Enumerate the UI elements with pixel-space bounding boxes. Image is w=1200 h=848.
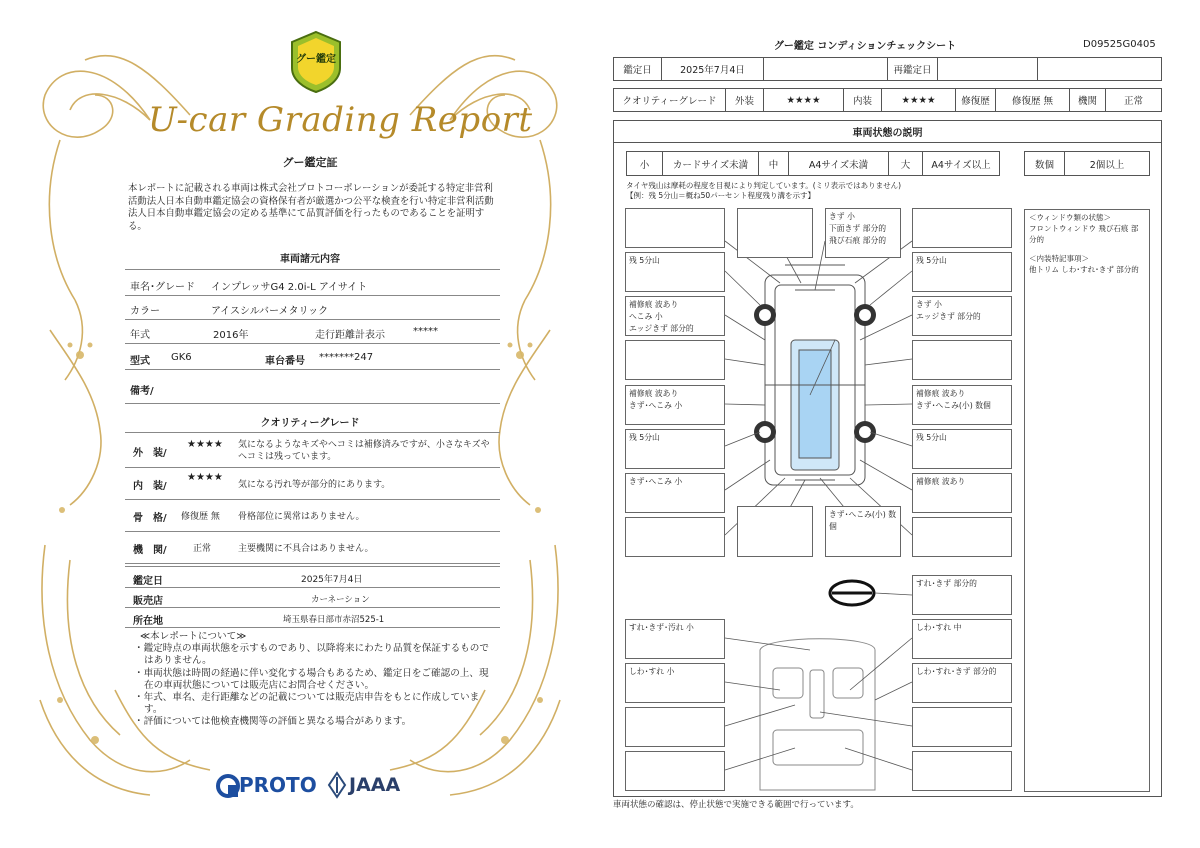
cell-label: クオリティーグレード [614, 89, 726, 111]
interior-title: ＜内装特記事項＞ [1029, 254, 1089, 263]
sheet-id: D09525G0405 [1083, 39, 1156, 50]
cell-value: 2025年7月4日 [662, 58, 764, 80]
legend-key: 大 [889, 152, 923, 175]
goo-appraisal-badge [288, 30, 344, 94]
footer-note: 車両状態の確認は、停止状態で実施できる範囲で行っています。 [613, 800, 859, 810]
quality-row-exterior [125, 434, 500, 468]
quality-label: 内 装/ [133, 481, 167, 492]
sheet-title: グー鑑定 コンディションチェックシート [773, 41, 957, 52]
damage-panel: 補修痕 波あり へこみ 小 エッジきず 部分的 [625, 296, 725, 336]
spec-row-color [125, 296, 500, 320]
spec-label: 車台番号 [265, 356, 305, 367]
meta-label: 鑑定日 [133, 576, 163, 587]
meta-label: 販売店 [133, 596, 163, 607]
cell-label: 修復歴 [956, 89, 996, 111]
quality-label: 機 関/ [133, 545, 167, 556]
meta-value: 2025年7月4日 [301, 575, 363, 585]
legend-def: 2個以上 [1089, 159, 1125, 171]
interior-panel: しわ･すれ 中 [912, 619, 1012, 659]
meta-label: 所在地 [133, 616, 163, 627]
quality-text: 主要機関に不具合はありません。 [238, 544, 374, 554]
legend-key: 中 [759, 152, 789, 175]
spec-row-name [125, 272, 500, 296]
damage-panel [737, 506, 813, 557]
legend-key: 小 [627, 152, 663, 175]
interior-panel [625, 707, 725, 747]
damage-panel: きず 小 下面きず 部分的 飛び石痕 部分的 [825, 208, 901, 258]
damage-panel: きず･へこみ(小) 数個 [825, 506, 901, 557]
quality-text: 骨格部位に異常はありません。 [238, 512, 365, 522]
window-title: ＜ウィンドウ類の状態＞ [1029, 213, 1112, 222]
tire-note-example: 【例：残 5分山＝概ね50パーセント程度残り溝を示す】 [626, 191, 816, 200]
damage-panel [625, 340, 725, 380]
spec-value: GK6 [171, 352, 192, 363]
damage-panel [737, 208, 813, 258]
certificate-title: グー鑑定証 [282, 156, 338, 169]
quality-value: 修復歴 無 [181, 512, 220, 522]
interior-panel [912, 707, 1012, 747]
damage-panel: 残 5分山 [912, 429, 1012, 469]
cell-label: 外装 [726, 89, 764, 111]
meta-row-shop [125, 588, 500, 608]
meta-value: 埼玉県春日部市赤沼525-1 [283, 615, 385, 625]
interior-panel [912, 751, 1012, 791]
spec-label: カラー [130, 306, 160, 317]
spec-label: 走行距離計表示 [315, 330, 385, 341]
condition-check-sheet [605, 0, 1170, 848]
quality-row-engine [125, 532, 500, 564]
damage-panel: 残 5分山 [912, 252, 1012, 292]
cell-value: 修復歴 無 [996, 89, 1070, 111]
damage-panel: 補修痕 波あり きず･へこみ 小 [625, 385, 725, 425]
cell-stars: ★★★★ [882, 89, 956, 111]
interior-text: 他トリム しわ･すれ･きず 部分的 [1029, 265, 1139, 274]
spec-label: 備考/ [130, 386, 154, 397]
spec-value: 2016年 [213, 330, 249, 341]
certificate-body: 本レポートに記載される車両は株式会社プロトコーポレーションが委託する特定非営利活動法人日本自動車鑑定協会の資格保有者が厳選かつ公平な検査を行い特定非営利活動法人日本自動車鑑定協会の定める基準にて品質評価を行ったものであることを証明する。 [128, 183, 494, 232]
jaaa-logo-text: JAAA [349, 774, 401, 796]
damage-panel [912, 517, 1012, 557]
quality-label: 骨 格/ [133, 513, 167, 524]
badge-text: グー鑑定 [296, 54, 336, 65]
damage-panel [625, 517, 725, 557]
report-title: U-car Grading Report [148, 100, 533, 140]
notes-title: ≪本レポートについて≫ [140, 631, 247, 642]
interior-panel: しわ･すれ 小 [625, 663, 725, 703]
spec-label: 車名･グレード [130, 282, 195, 293]
cell-label: 内装 [844, 89, 882, 111]
damage-panel [912, 340, 1012, 380]
damage-panel: 残 5分山 [625, 252, 725, 292]
spec-value: インプレッサG4 2.0i-L アイサイト [211, 282, 368, 293]
legend-def: A4サイズ未満 [789, 152, 889, 175]
divider [125, 432, 500, 433]
damage-panel [912, 208, 1012, 248]
damage-panel: 残 5分山 [625, 429, 725, 469]
spec-row-year [125, 320, 500, 344]
spec-heading: 車両諸元内容 [280, 254, 340, 265]
damage-panel: 補修痕 波あり きず･へこみ(小) 数個 [912, 385, 1012, 425]
damage-panel: きず･へこみ 小 [625, 473, 725, 513]
legend-def: A4サイズ以上 [931, 159, 991, 171]
cell-stars: ★★★★ [764, 89, 844, 111]
cell-label: 機関 [1070, 89, 1106, 111]
quality-stars: ★★★★ [187, 439, 223, 450]
quality-row-frame [125, 500, 500, 532]
damage-panel: きず 小 エッジきず 部分的 [912, 296, 1012, 336]
damage-panel: 補修痕 波あり [912, 473, 1012, 513]
spec-value: *******247 [319, 352, 374, 363]
note-item: ・年式、車名、走行距離などの記載については販売店申告をもとに作成しています。 [134, 692, 480, 716]
interior-panel: すれ･きず 部分的 [912, 575, 1012, 615]
jaaa-logo-icon [327, 771, 347, 799]
report-notes [132, 631, 497, 729]
meta-row-address [125, 608, 500, 628]
proto-logo-icon [215, 773, 241, 799]
cell-label: 再鑑定日 [888, 58, 938, 80]
damage-panel [625, 208, 725, 248]
interior-panel [625, 751, 725, 791]
spec-value: アイスシルバーメタリック [211, 306, 329, 317]
note-item: ・評価については他検査機関等の評価と異なる場合があります。 [134, 716, 412, 728]
spec-row-remarks [125, 376, 500, 404]
meta-value: カーネーション [311, 595, 370, 605]
spec-label: 型式 [130, 356, 150, 367]
proto-logo-text: PROTO [239, 773, 317, 797]
legend-key: 数個 [1025, 152, 1065, 175]
section-title: 車両状態の説明 [614, 121, 1161, 143]
footer-logos [215, 770, 415, 800]
note-item: ・鑑定時点の車両状態を示すものであり、以降将来にわたり品質を保証するものではありません。 [134, 643, 489, 667]
cell-label: 鑑定日 [614, 58, 662, 80]
quality-text: 気になる汚れ等が部分的にあります。 [238, 480, 391, 490]
quality-heading: クオリティーグレード [260, 418, 360, 429]
quality-value: 正常 [193, 544, 212, 554]
quality-label: 外 装/ [133, 448, 167, 459]
window-text: フロントウィンドウ 飛び石痕 部分的 [1029, 224, 1139, 244]
meta-row-date [125, 566, 500, 588]
interior-panel: しわ･すれ･きず 部分的 [912, 663, 1012, 703]
quality-row-interior [125, 468, 500, 500]
legend-def: カードサイズ未満 [663, 152, 759, 175]
quality-text: 気になるようなキズやヘコミは補修済みですが、小さなキズやヘコミは残っています。 [238, 440, 490, 462]
spec-label: 年式 [130, 330, 150, 341]
spec-row-model [125, 346, 500, 370]
quality-stars: ★★★★ [187, 472, 223, 483]
spec-value: ***** [413, 326, 438, 337]
cell-value: 正常 [1123, 96, 1143, 107]
tire-note: タイヤ残山は摩耗の程度を目視により判定しています。(ミリ表示ではありません) [626, 181, 902, 190]
note-item: ・車両状態は時間の経過に伴い変化する場合もあるため、鑑定日をご確認の上、現在の車両状態については販売店にお問合せください。 [134, 667, 489, 691]
divider [125, 269, 500, 270]
interior-panel: すれ･きず･汚れ 小 [625, 619, 725, 659]
